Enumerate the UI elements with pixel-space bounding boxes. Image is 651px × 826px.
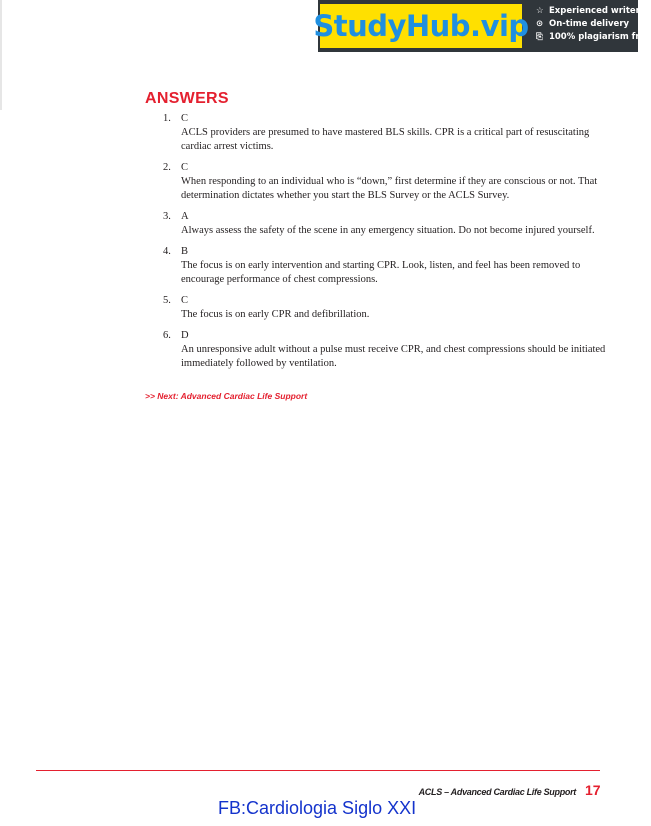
page-edge-divider bbox=[0, 0, 2, 110]
answer-letter: A bbox=[181, 211, 189, 222]
banner-feature-label: 100% plagiarism free bbox=[548, 32, 651, 42]
studyhub-logo[interactable]: StudyHub.vip bbox=[320, 4, 522, 48]
answer-explanation: Always assess the safety of the scene in any emergency situation. Do not become injured yourself. bbox=[181, 225, 595, 236]
answer-item bbox=[145, 245, 610, 287]
answer-item bbox=[145, 329, 610, 371]
answer-number: 1. bbox=[163, 113, 171, 124]
answers-heading: ANSWERS bbox=[145, 90, 229, 107]
footer-divider bbox=[36, 770, 600, 771]
banner-feature-item bbox=[536, 5, 651, 18]
answer-explanation: The focus is on early intervention and starting CPR. Look, listen, and feel has been removed to encourage performance of chest compressions. bbox=[181, 260, 581, 285]
answer-letter: C bbox=[181, 113, 189, 124]
answer-number: 4. bbox=[163, 246, 171, 257]
answer-item bbox=[145, 294, 610, 322]
clock-icon: ⊙ bbox=[536, 19, 544, 29]
answer-explanation: The focus is on early CPR and defibrillation. bbox=[181, 309, 370, 320]
banner-feature-item bbox=[536, 18, 651, 31]
answer-letter: B bbox=[181, 246, 189, 257]
answer-item bbox=[145, 210, 610, 238]
answer-number: 2. bbox=[163, 162, 171, 173]
document-check-icon: ⎘ bbox=[536, 32, 543, 42]
next-section-link[interactable]: >> Next: Advanced Cardiac Life Support bbox=[145, 391, 308, 401]
answer-explanation: An unresponsive adult without a pulse must receive CPR, and chest compressions should be initiated immediately followed by ventilation. bbox=[181, 344, 606, 369]
page-number: 17 bbox=[585, 782, 601, 798]
answer-explanation: ACLS providers are presumed to have mastered BLS skills. CPR is a critical part of resuscitating cardiac arrest victims. bbox=[181, 127, 590, 152]
answer-explanation: When responding to an individual who is “down,” first determine if they are conscious or not. That determination dictates whether you start the BLS Survey or the ACLS Survey. bbox=[181, 176, 598, 201]
watermark-text: FB:Cardiologia Siglo XXI bbox=[218, 798, 417, 818]
banner-feature-label: Experienced writers bbox=[548, 6, 645, 16]
banner-feature-label: On-time delivery bbox=[548, 19, 630, 29]
answer-item bbox=[145, 161, 610, 203]
answer-number: 3. bbox=[163, 211, 171, 222]
footer-title: ACLS – Advanced Cardiac Life Support bbox=[418, 787, 576, 797]
answer-number: 6. bbox=[163, 330, 171, 341]
answer-letter: C bbox=[181, 162, 189, 173]
answers-list bbox=[145, 112, 610, 378]
answer-letter: C bbox=[181, 295, 189, 306]
answer-letter: D bbox=[181, 330, 189, 341]
banner-feature-item bbox=[536, 31, 651, 44]
answer-number: 5. bbox=[163, 295, 171, 306]
star-icon: ☆ bbox=[536, 6, 544, 16]
studyhub-ad-banner[interactable] bbox=[313, 0, 651, 52]
answer-item bbox=[145, 112, 610, 154]
banner-feature-list bbox=[522, 0, 651, 52]
